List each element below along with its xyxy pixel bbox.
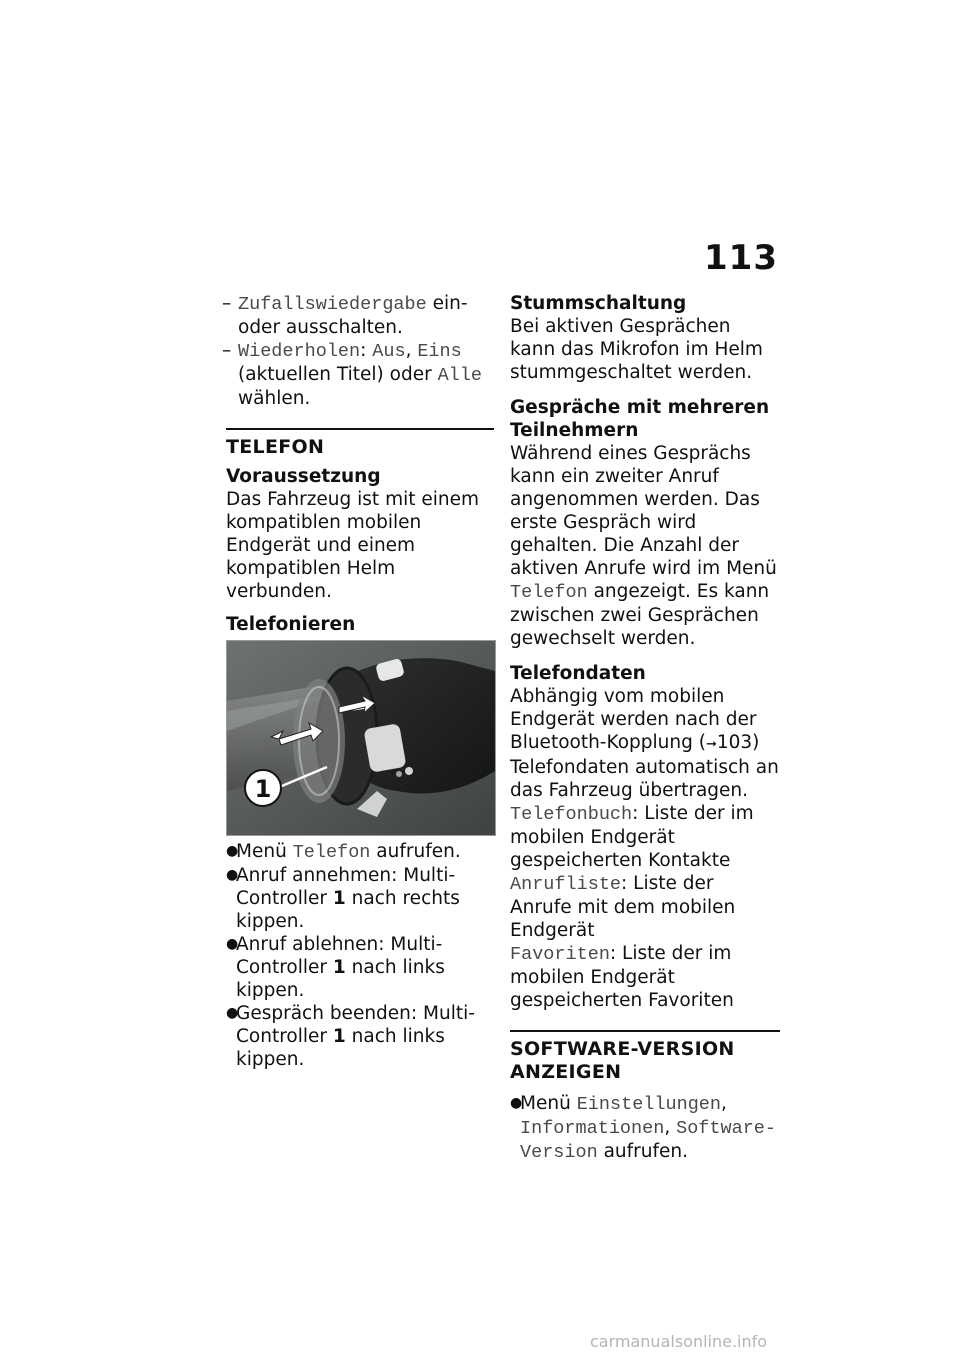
arrow-right-icon: ➞ — [705, 737, 717, 752]
page-ref-link[interactable]: 103 — [716, 732, 753, 753]
menu-code: Wiederholen — [238, 341, 361, 362]
heading-voraussetzung: Voraussetzung — [226, 466, 381, 487]
heading-mehrere-teilnehmer: Gespräche mit mehreren Teilnehmern — [510, 397, 770, 441]
section-title-software: SOFTWARE-VERSION ANZEIGEN — [510, 1030, 780, 1084]
handlebar-illustration — [227, 641, 495, 835]
handlebar-control-figure — [226, 640, 496, 836]
list-item: ● Menü Einstellungen, Informationen, Software-Version aufrufen. — [510, 1093, 777, 1163]
menu-code: Zufallswiedergabe — [238, 294, 427, 315]
heading-telefondaten: Telefondaten — [510, 663, 646, 684]
heading-telefonieren: Telefonieren — [226, 614, 356, 635]
watermark: carmanualsonline.info — [590, 1332, 768, 1351]
list-item: ● Anruf annehmen: Multi-Controller 1 nach rechts kippen. — [226, 865, 460, 932]
paragraph-multi: Während eines Gesprächs kann ein zweiter Anruf angenommen werden. Das erste Gespräch wird gehalten. Die Anzahl der aktiven Anrufe wird im Menü Telefon angezeigt. Es kann zwischen zwei Gesprächen gewechselt werden. — [510, 443, 777, 649]
list-item: ● Anruf ablehnen: Multi-Controller 1 nach links kippen. — [226, 934, 445, 1001]
right-column — [510, 292, 780, 1164]
figure-callout-1: 1 — [254, 775, 272, 803]
section-title-telefon: TELEFON — [226, 428, 494, 459]
paragraph-mute: Bei aktiven Gesprächen kann das Mikrofon im Helm stummgeschaltet werden. — [510, 316, 763, 383]
list-item: – Zufallswiedergabe ein- oder ausschalten. — [222, 293, 468, 338]
menu-code: Telefon — [292, 842, 371, 863]
list-item: Anrufliste: Liste der Anrufe mit dem mobilen Endgerät — [510, 873, 736, 941]
list-item: Favoriten: Liste der im mobilen Endgerät gespeicherten Favoriten — [510, 943, 734, 1011]
list-item: Telefonbuch: Liste der im mobilen Endgerät gespeicherten Kontakte — [510, 803, 754, 871]
list-item: – Wiederholen: Aus, Eins (aktuellen Titel) oder Alle wählen. — [222, 340, 482, 409]
list-item: ● Menü Telefon aufrufen. — [226, 841, 461, 863]
list-item: ● Gespräch beenden: Multi-Controller 1 nach links kippen. — [226, 1003, 475, 1070]
menu-code: Telefon — [510, 582, 588, 603]
left-column — [222, 292, 494, 1071]
menu-code: Anrufliste — [510, 874, 622, 895]
menu-code: Telefonbuch — [510, 804, 633, 825]
heading-stummschaltung: Stummschaltung — [510, 293, 687, 314]
paragraph-prereq: Das Fahrzeug ist mit einem kompatiblen mobilen Endgerät und einem kompatiblen Helm verbunden. — [226, 489, 480, 602]
paragraph-data: Abhängig vom mobilen Endgerät werden nach der Bluetooth-Kopplung (➞103) Telefondaten automatisch an das Fahrzeug übertragen. — [510, 686, 779, 801]
menu-code: Favoriten — [510, 944, 610, 965]
page-number: 113 — [704, 238, 778, 278]
